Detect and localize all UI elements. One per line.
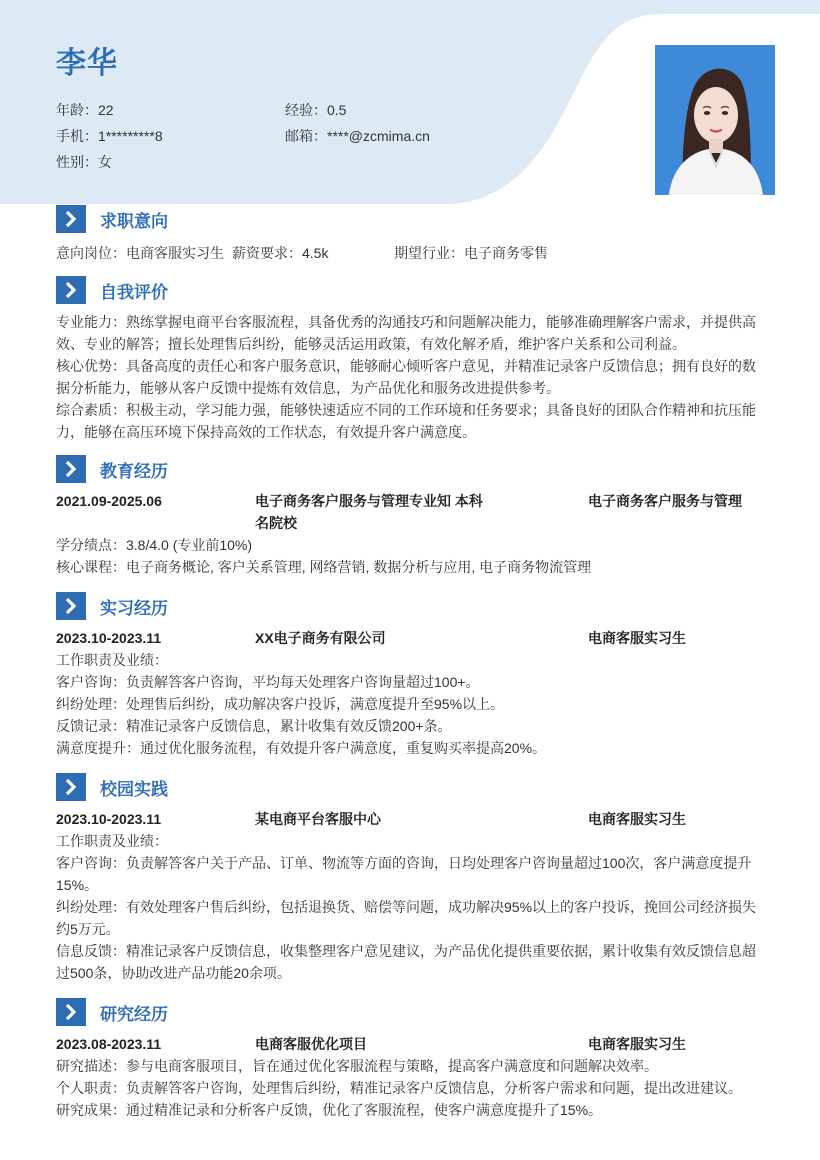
section-research [56, 997, 768, 1121]
age-field: 年龄：22 [56, 102, 114, 118]
section-campus-practice [56, 772, 768, 984]
section-job-intent [56, 204, 768, 264]
self-eval-paragraph: 综合素质：积极主动，学习能力强，能够快速适应不同的工作环境和任务要求；具备良好的团队合作精神和抗压能力，能够在高压环境下保持高效的工作状态，有效提升客户满意度。 [56, 402, 756, 440]
phone-field: 手机：1*********8 [56, 128, 163, 144]
campus-org: 某电商平台客服中心 [255, 811, 381, 827]
internship-line: 满意度提升：通过优化服务流程，有效提升客户满意度，重复购买率提高20%。 [56, 740, 547, 756]
section-header [56, 204, 768, 234]
research-date: 2023.08-2023.11 [56, 1036, 162, 1052]
intent-row [56, 242, 768, 264]
research-row [56, 1033, 768, 1055]
internship-company: XX电子商务有限公司 [255, 630, 386, 646]
education-school [255, 490, 495, 534]
internship-line: 纠纷处理：处理售后纠纷，成功解决客户投诉，满意度提升至95%以上。 [56, 696, 505, 712]
research-line: 研究成果：通过精准记录和分析客户反馈，优化了客服流程，使客户满意度提升了15%。 [56, 1102, 603, 1118]
campus-line: 纠纷处理：有效处理客户售后纠纷，包括退换货、赔偿等问题，成功解决95%以上的客户投诉，挽回公司经济损失约5万元。 [56, 899, 757, 937]
resume-content [56, 204, 768, 1121]
chevron-right-icon [56, 773, 86, 801]
avatar-icon [655, 45, 775, 195]
chevron-right-icon [56, 998, 86, 1026]
campus-line: 工作职责及业绩： [56, 833, 168, 849]
education-major: 电子商务客户服务与管理 [588, 493, 742, 509]
chevron-right-icon [56, 276, 86, 304]
section-internship [56, 591, 768, 759]
section-title: 研究经历 [100, 1004, 168, 1025]
section-header [56, 997, 768, 1027]
section-title: 自我评价 [100, 282, 168, 303]
section-header [56, 591, 768, 621]
section-title: 教育经历 [100, 461, 168, 482]
education-gpa: 学分绩点：3.8/4.0 (专业前10%) [56, 537, 253, 553]
section-title: 实习经历 [100, 598, 168, 619]
self-eval-paragraph: 专业能力：熟练掌握电商平台客服流程，具备优秀的沟通技巧和问题解决能力，能够准确理解客户需求，并提供高效、专业的解答；擅长处理售后纠纷，能够灵活运用政策，有效化解矛盾，维护客户关系和公司利益。 [56, 314, 756, 352]
internship-role: 电商客服实习生 [588, 630, 686, 646]
internship-line: 客户咨询：负责解答客户咨询，平均每天处理客户咨询量超过100+。 [56, 674, 480, 690]
internship-line: 反馈记录：精准记录客户反馈信息，累计收集有效反馈200+条。 [56, 718, 452, 734]
section-header [56, 772, 768, 802]
expected-industry: 期望行业：电子商务零售 [394, 245, 548, 261]
research-role: 电商客服实习生 [588, 1036, 686, 1052]
self-eval-paragraph: 核心优势：具备高度的责任心和客户服务意识，能够耐心倾听客户意见，并精准记录客户反馈信息；拥有良好的数据分析能力，能够从客户反馈中提炼有效信息，为产品优化和服务改进提供参考。 [56, 358, 756, 396]
profile-photo [655, 45, 775, 195]
resume-header [0, 0, 820, 205]
internship-row [56, 627, 768, 649]
gender-field: 性别：女 [56, 154, 112, 170]
campus-line: 信息反馈：精准记录客户反馈信息，收集整理客户意见建议，为产品优化提供重要依据，累计收集有效反馈信息超过500条，协助改进产品功能20余项。 [56, 943, 756, 981]
campus-row [56, 808, 768, 830]
intended-position: 意向岗位：电商客服实习生 [56, 245, 224, 261]
section-title: 校园实践 [100, 779, 168, 800]
section-title: 求职意向 [100, 211, 168, 232]
school-line-1: 电子商务客户服务与管理专业知 本科 [255, 493, 483, 509]
salary-expectation: 薪资要求：4.5k [232, 245, 329, 261]
research-line: 研究描述：参与电商客服项目，旨在通过优化客服流程与策略，提高客户满意度和问题解决效率。 [56, 1058, 658, 1074]
research-line: 个人职责：负责解答客户咨询，处理售后纠纷，精准记录客户反馈信息，分析客户需求和问题，提出改进建议。 [56, 1080, 742, 1096]
chevron-right-icon [56, 592, 86, 620]
section-header [56, 275, 768, 305]
campus-role: 电商客服实习生 [588, 811, 686, 827]
section-education [56, 454, 768, 578]
email-field: 邮箱：****@zcmima.cn [285, 128, 430, 144]
research-project: 电商客服优化项目 [255, 1036, 367, 1052]
chevron-right-icon [56, 205, 86, 233]
experience-field: 经验：0.5 [285, 102, 347, 118]
campus-date: 2023.10-2023.11 [56, 811, 162, 827]
candidate-name: 李华 [56, 46, 118, 81]
section-header [56, 454, 768, 484]
section-self-evaluation [56, 275, 768, 443]
school-line-2: 名院校 [255, 515, 297, 531]
chevron-right-icon [56, 455, 86, 483]
internship-line: 工作职责及业绩： [56, 652, 168, 668]
education-date: 2021.09-2025.06 [56, 493, 162, 509]
campus-line: 客户咨询：负责解答客户关于产品、订单、物流等方面的咨询，日均处理客户咨询量超过100次，客户满意度提升15%。 [56, 855, 752, 893]
internship-date: 2023.10-2023.11 [56, 630, 162, 646]
education-row [56, 490, 768, 534]
education-courses: 核心课程：电子商务概论, 客户关系管理, 网络营销, 数据分析与应用, 电子商务物流管理 [56, 559, 592, 575]
